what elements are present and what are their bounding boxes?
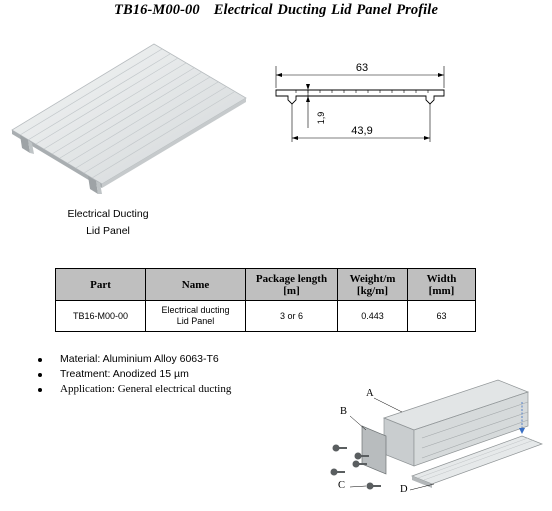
profile-cross-section — [266, 58, 456, 150]
height-dim-label: 1,9 — [316, 111, 326, 125]
cell-package-length: 3 or 6 — [246, 301, 338, 332]
part-code: TB16-M00-00 — [114, 2, 200, 18]
list-item — [36, 352, 231, 367]
application-text: Application: General electrical ducting — [60, 383, 232, 395]
list-item — [36, 382, 231, 397]
cell-name-line-1: Electrical ducting — [161, 305, 230, 315]
material-text: Material: Aluminium Alloy 6063-T6 — [60, 353, 219, 365]
cell-name — [146, 301, 246, 332]
cell-weight: 0.443 — [338, 301, 408, 332]
assembly-diagram — [322, 378, 544, 506]
label-d: D — [400, 484, 408, 495]
render-caption — [50, 206, 166, 240]
lid-panel-render — [8, 40, 250, 195]
header-package-length-unit: [m] — [283, 284, 300, 297]
bullet-icon — [38, 358, 42, 362]
bullet-icon — [38, 388, 42, 392]
table-row — [56, 301, 476, 332]
header-package-length-text: Package length — [255, 272, 328, 285]
header-width-text: Width — [426, 272, 457, 285]
header-width — [408, 269, 476, 301]
header-package-length — [246, 269, 338, 301]
spec-table — [55, 268, 476, 332]
cell-name-line-2: Lid Panel — [176, 316, 215, 326]
width-dim-label: 63 — [355, 62, 369, 74]
caption-line-2: Lid Panel — [86, 225, 130, 237]
header-part: Part — [56, 269, 146, 301]
inner-dim-label: 43,9 — [351, 125, 373, 137]
label-a: A — [366, 388, 374, 399]
cell-part: TB16-M00-00 — [56, 301, 146, 332]
header-name: Name — [146, 269, 246, 301]
title-text: Electrical Ducting Lid Panel Profile — [213, 2, 438, 18]
header-width-unit: [mm] — [428, 284, 455, 297]
header-weight-text: Weight/m — [349, 272, 396, 285]
label-b: B — [340, 406, 348, 417]
page-title — [0, 2, 552, 19]
bullet-icon — [38, 373, 42, 377]
label-c: C — [338, 480, 346, 491]
treatment-text: Treatment: Anodized 15 µm — [60, 368, 189, 380]
header-weight — [338, 269, 408, 301]
spec-bullets — [36, 352, 231, 397]
list-item — [36, 367, 231, 382]
header-weight-unit: [kg/m] — [356, 284, 389, 297]
table-header-row — [56, 269, 476, 301]
cell-width: 63 — [408, 301, 476, 332]
caption-line-1: Electrical Ducting — [67, 208, 149, 220]
